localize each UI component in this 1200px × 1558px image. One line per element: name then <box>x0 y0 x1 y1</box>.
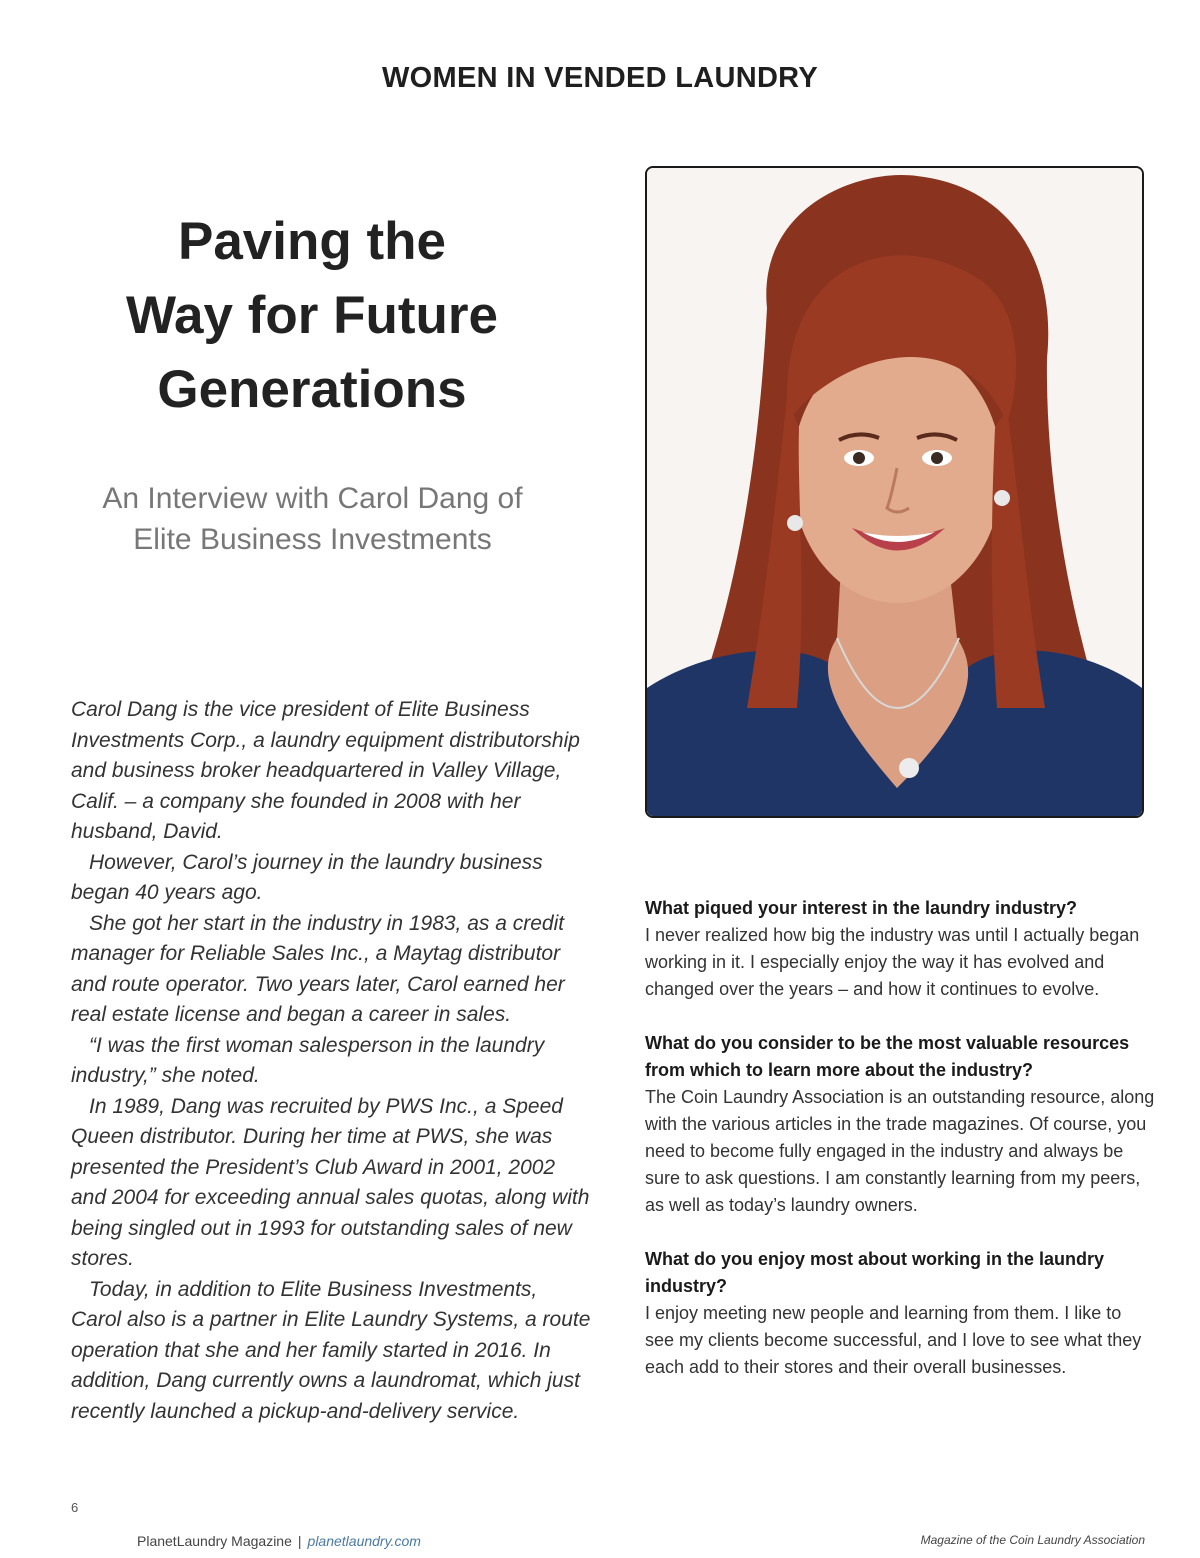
title-line: Way for Future <box>126 286 498 345</box>
portrait-photo <box>645 166 1144 818</box>
subtitle-line: An Interview with Carol Dang of <box>102 482 523 515</box>
question: What piqued your interest in the laundry industry? <box>645 898 1078 918</box>
magazine-name: PlanetLaundry Magazine <box>137 1533 292 1549</box>
intro-paragraph: In 1989, Dang was recruited by PWS Inc., a Speed Queen distributor. During her time at PWS, she was presented the President’s Club Award in 2001, 2002 and 2004 for exceeding annual sales quotas, along with being singled out in 1993 for outstanding sales of new stores. <box>71 1094 590 1270</box>
intro-paragraph: She got her start in the industry in 1983, as a credit manager for Reliable Sales Inc., a Maytag distributor and route operator. Two years later, Carol earned her real estate license and began a career in sales. <box>71 911 565 1026</box>
footer-separator: | <box>297 1533 302 1549</box>
footer-magazine <box>137 1533 421 1549</box>
intro-paragraph: Today, in addition to Elite Business Investments, Carol also is a partner in Elite Laundry Systems, a route operation that she and her family started in 2016. In addition, Dang currently owns a laundromat, which just recently launched a pickup-and-delivery service. <box>71 1277 591 1423</box>
page-number: 6 <box>71 1500 79 1515</box>
earring <box>994 490 1010 506</box>
section-header: WOMEN IN VENDED LAUNDRY <box>382 62 818 94</box>
article-subtitle <box>40 478 585 560</box>
qa-item <box>645 895 1155 1003</box>
article-title <box>62 205 562 427</box>
title-line: Generations <box>157 360 467 419</box>
portrait-illustration <box>647 168 1142 816</box>
question: What do you consider to be the most valuable resources from which to learn more about the industry? <box>645 1033 1130 1080</box>
intro-paragraph: Carol Dang is the vice president of Elite Business Investments Corp., a laundry equipment distributorship and business broker headquartered in Valley Village, Calif. – a company she founded in 2008 with her husband, David. <box>71 698 580 843</box>
qa-item <box>645 1246 1155 1381</box>
intro-text <box>71 695 591 1427</box>
answer: I never realized how big the industry was until I actually began working in it. I especially enjoy the way it has evolved and changed over the years – and how it continues to evolve. <box>645 925 1140 999</box>
title-line: Paving the <box>177 212 446 271</box>
intro-paragraph: “I was the first woman salesperson in the laundry industry,” she noted. <box>71 1033 545 1087</box>
answer: I enjoy meeting new people and learning from them. I like to see my clients become successful, and I love to see what they each add to their stores and their overall businesses. <box>645 1303 1142 1377</box>
footer-tagline: Magazine of the Coin Laundry Association <box>920 1533 1145 1547</box>
intro-paragraph: However, Carol’s journey in the laundry business began 40 years ago. <box>71 850 543 904</box>
qa-section <box>645 895 1155 1408</box>
question: What do you enjoy most about working in the laundry industry? <box>645 1249 1105 1296</box>
qa-item <box>645 1030 1155 1219</box>
subtitle-line: Elite Business Investments <box>133 523 492 556</box>
answer: The Coin Laundry Association is an outstanding resource, along with the various articles in the trade magazines. Of course, you need to become fully engaged in the industry and always be sure to ask questions. I am constantly learning from my peers, as well as today’s laundry owners. <box>645 1087 1155 1215</box>
magazine-url-link[interactable]: planetlaundry.com <box>307 1533 421 1549</box>
earring <box>787 515 803 531</box>
